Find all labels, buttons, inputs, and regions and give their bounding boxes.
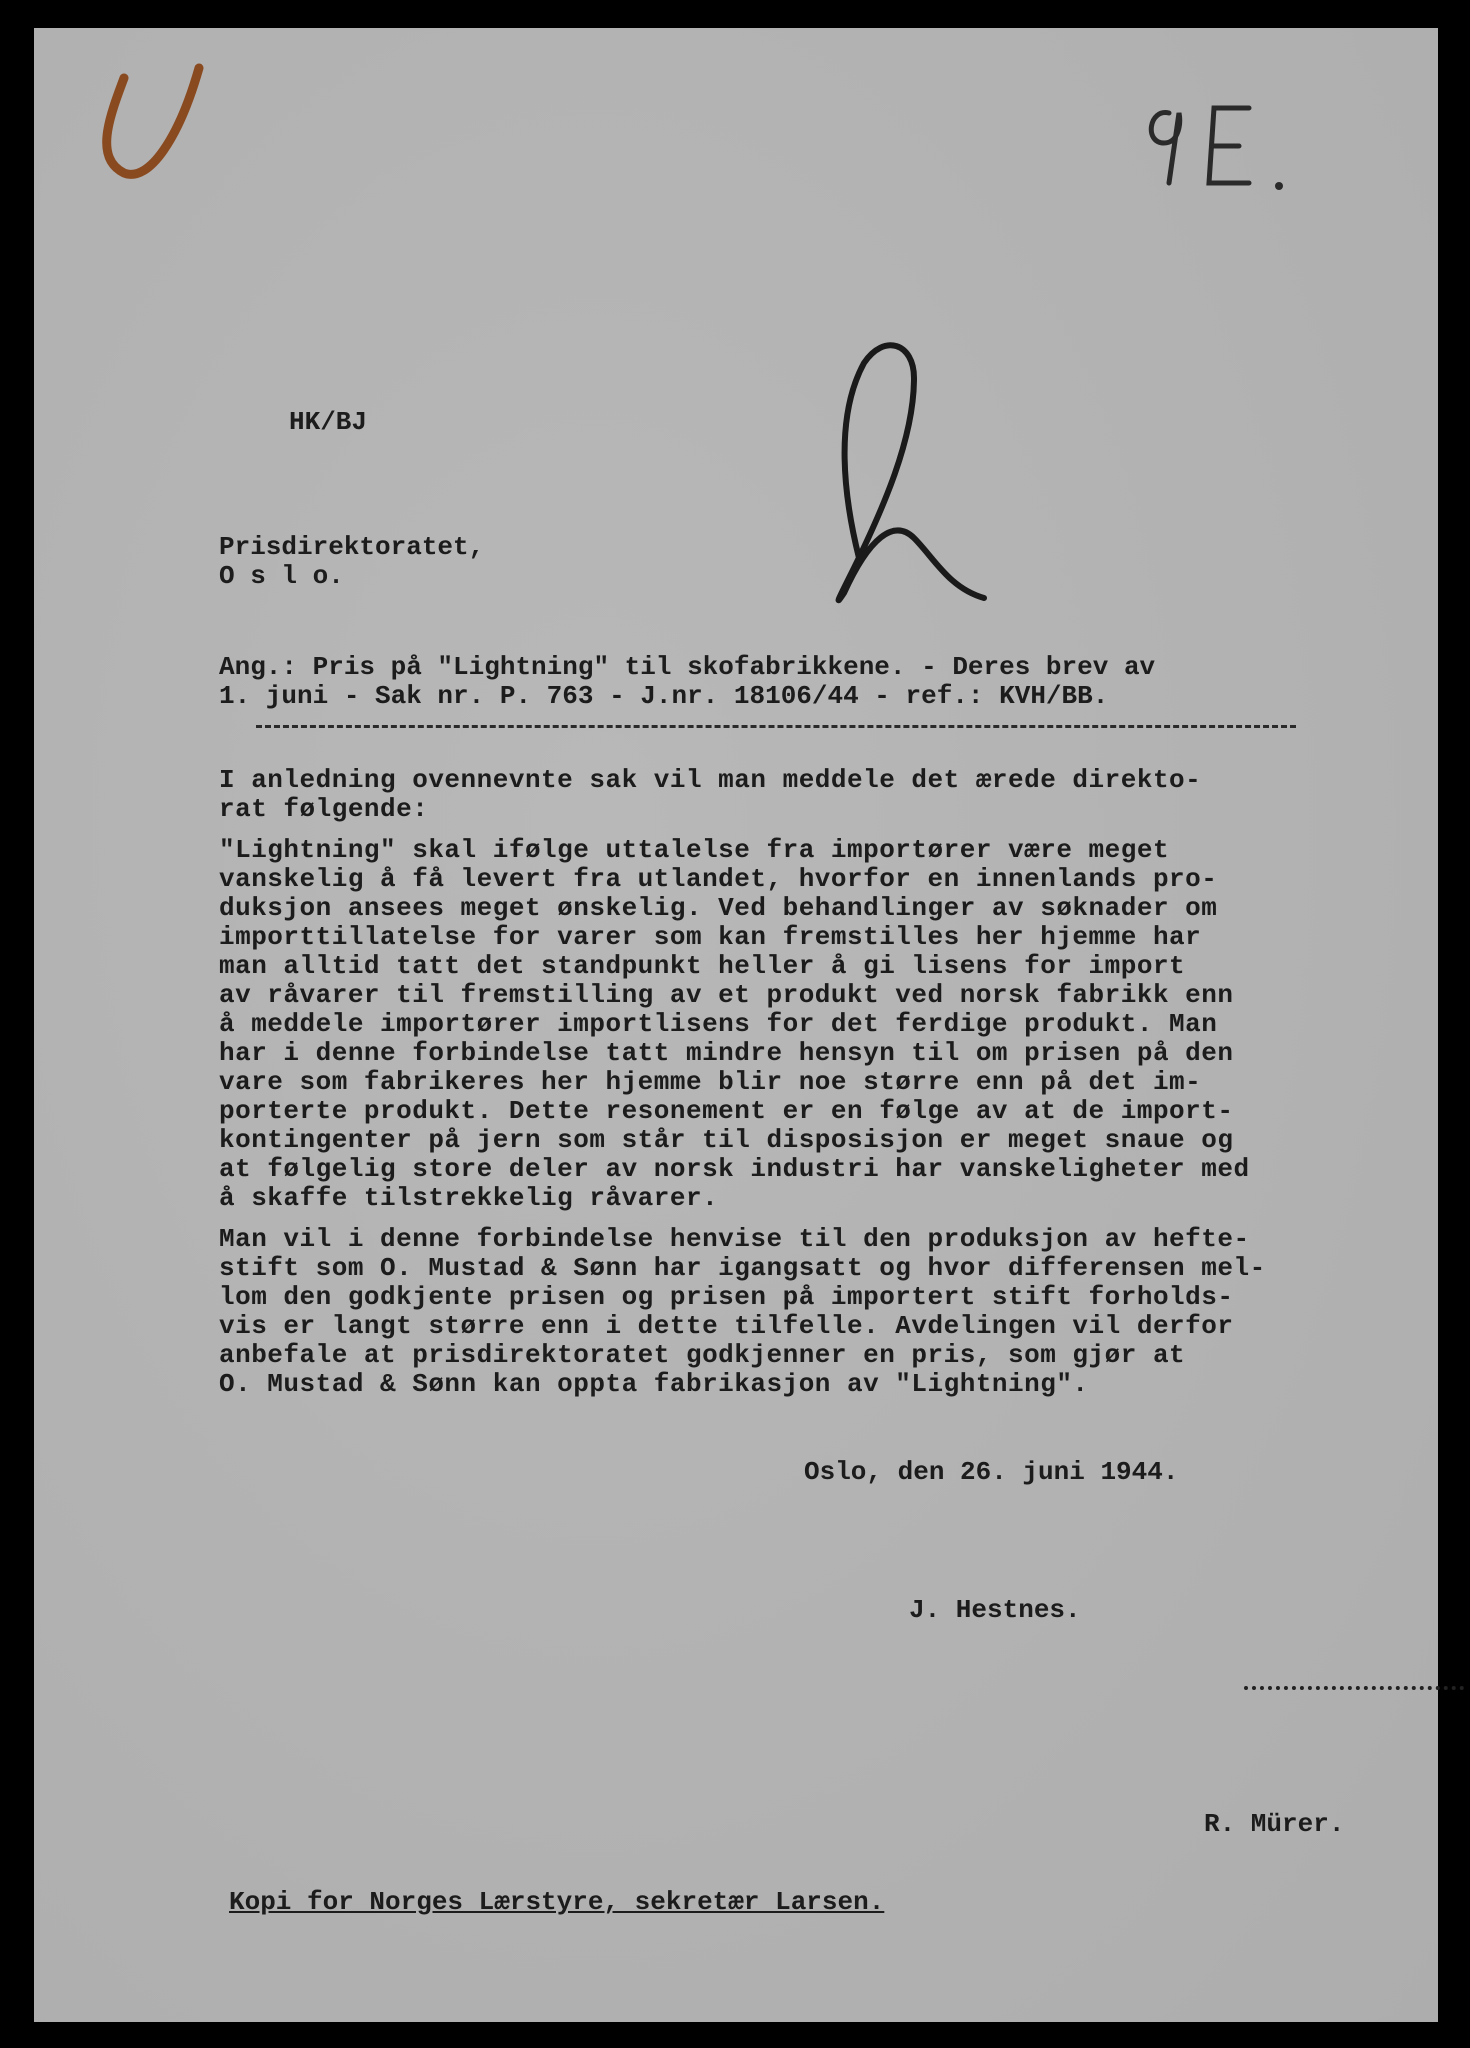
paragraph-2-line: importtillatelse for varer som kan fremstilles her hjemme har bbox=[219, 922, 1202, 952]
paragraph-2-line: vare som fabrikeres her hjemme blir noe større enn på det im- bbox=[219, 1067, 1202, 1097]
paragraph-3-line: lom den godkjente prisen og prisen på importert stift forholds- bbox=[219, 1282, 1234, 1312]
paragraph-2-line: av råvarer til fremstilling av et produkt ved norsk fabrikk enn bbox=[219, 980, 1234, 1010]
handwritten-mark-top-right bbox=[1139, 88, 1309, 208]
subject-line-1: Ang.: Pris på "Lightning" til skofabrikkene. - Deres brev av bbox=[219, 652, 1156, 682]
document-page bbox=[34, 28, 1438, 2022]
paragraph-3-line: Man vil i denne forbindelse henvise til den produksjon av hefte- bbox=[219, 1224, 1250, 1254]
paragraph-2-line: har i denne forbindelse tatt mindre hensyn til om prisen på den bbox=[219, 1038, 1234, 1068]
recipient-city: O s l o. bbox=[219, 561, 344, 591]
paragraph-2-line: duksjon ansees meget ønskelig. Ved behandlinger av søknader om bbox=[219, 893, 1218, 923]
handwritten-mark-top-left bbox=[84, 48, 224, 198]
paragraph-2-line: "Lightning" skal ifølge uttalelse fra importører være meget bbox=[219, 835, 1170, 865]
signatory-1: J. Hestnes. bbox=[909, 1595, 1081, 1625]
date-line: Oslo, den 26. juni 1944. bbox=[804, 1457, 1179, 1487]
paragraph-3-line: anbefale at prisdirektoratet godkjenner en pris, som gjør at bbox=[219, 1340, 1186, 1370]
paragraph-3-line: stift som O. Mustad & Sønn har igangsatt og hvor differensen mel- bbox=[219, 1253, 1266, 1283]
paragraph-3-line: vis er langt større enn i dette tilfelle. Avdelingen vil derfor bbox=[219, 1311, 1234, 1341]
paragraph-2-line: å meddele importører importlisens for det ferdige produkt. Man bbox=[219, 1009, 1218, 1039]
paragraph-1-line: rat følgende: bbox=[219, 794, 429, 824]
paragraph-2-line: at følgelig store deler av norsk industri har vanskeligheter med bbox=[219, 1154, 1250, 1184]
paragraph-2-line: vanskelig å få levert fra utlandet, hvorfor en innenlands pro- bbox=[219, 864, 1218, 894]
paragraph-3-line: O. Mustad & Sønn kan oppta fabrikasjon av "Lightning". bbox=[219, 1369, 1089, 1399]
signature-dotted-line bbox=[1244, 1686, 1464, 1690]
recipient-name: Prisdirektoratet, bbox=[219, 532, 485, 562]
subject-separator bbox=[256, 725, 1296, 728]
copy-note: Kopi for Norges Lærstyre, sekretær Larsen. bbox=[229, 1887, 885, 1917]
paragraph-2-line: kontingenter på jern som står til disposisjon er meget snaue og bbox=[219, 1125, 1234, 1155]
paragraph-2-line: å skaffe tilstrekkelig råvarer. bbox=[219, 1183, 719, 1213]
subject-line-2: 1. juni - Sak nr. P. 763 - J.nr. 18106/44 - ref.: KVH/BB. bbox=[219, 681, 1109, 711]
reference-code: HK/BJ bbox=[289, 407, 368, 437]
signatory-2: R. Mürer. bbox=[1204, 1809, 1345, 1839]
paragraph-2-line: porterte produkt. Dette resonement er en følge av at de import- bbox=[219, 1096, 1234, 1126]
handwritten-initial bbox=[774, 318, 1014, 628]
paragraph-1-line: I anledning ovennevnte sak vil man meddele det ærede direkto- bbox=[219, 765, 1202, 795]
paragraph-2-line: man alltid tatt det standpunkt heller å gi lisens for import bbox=[219, 951, 1186, 981]
